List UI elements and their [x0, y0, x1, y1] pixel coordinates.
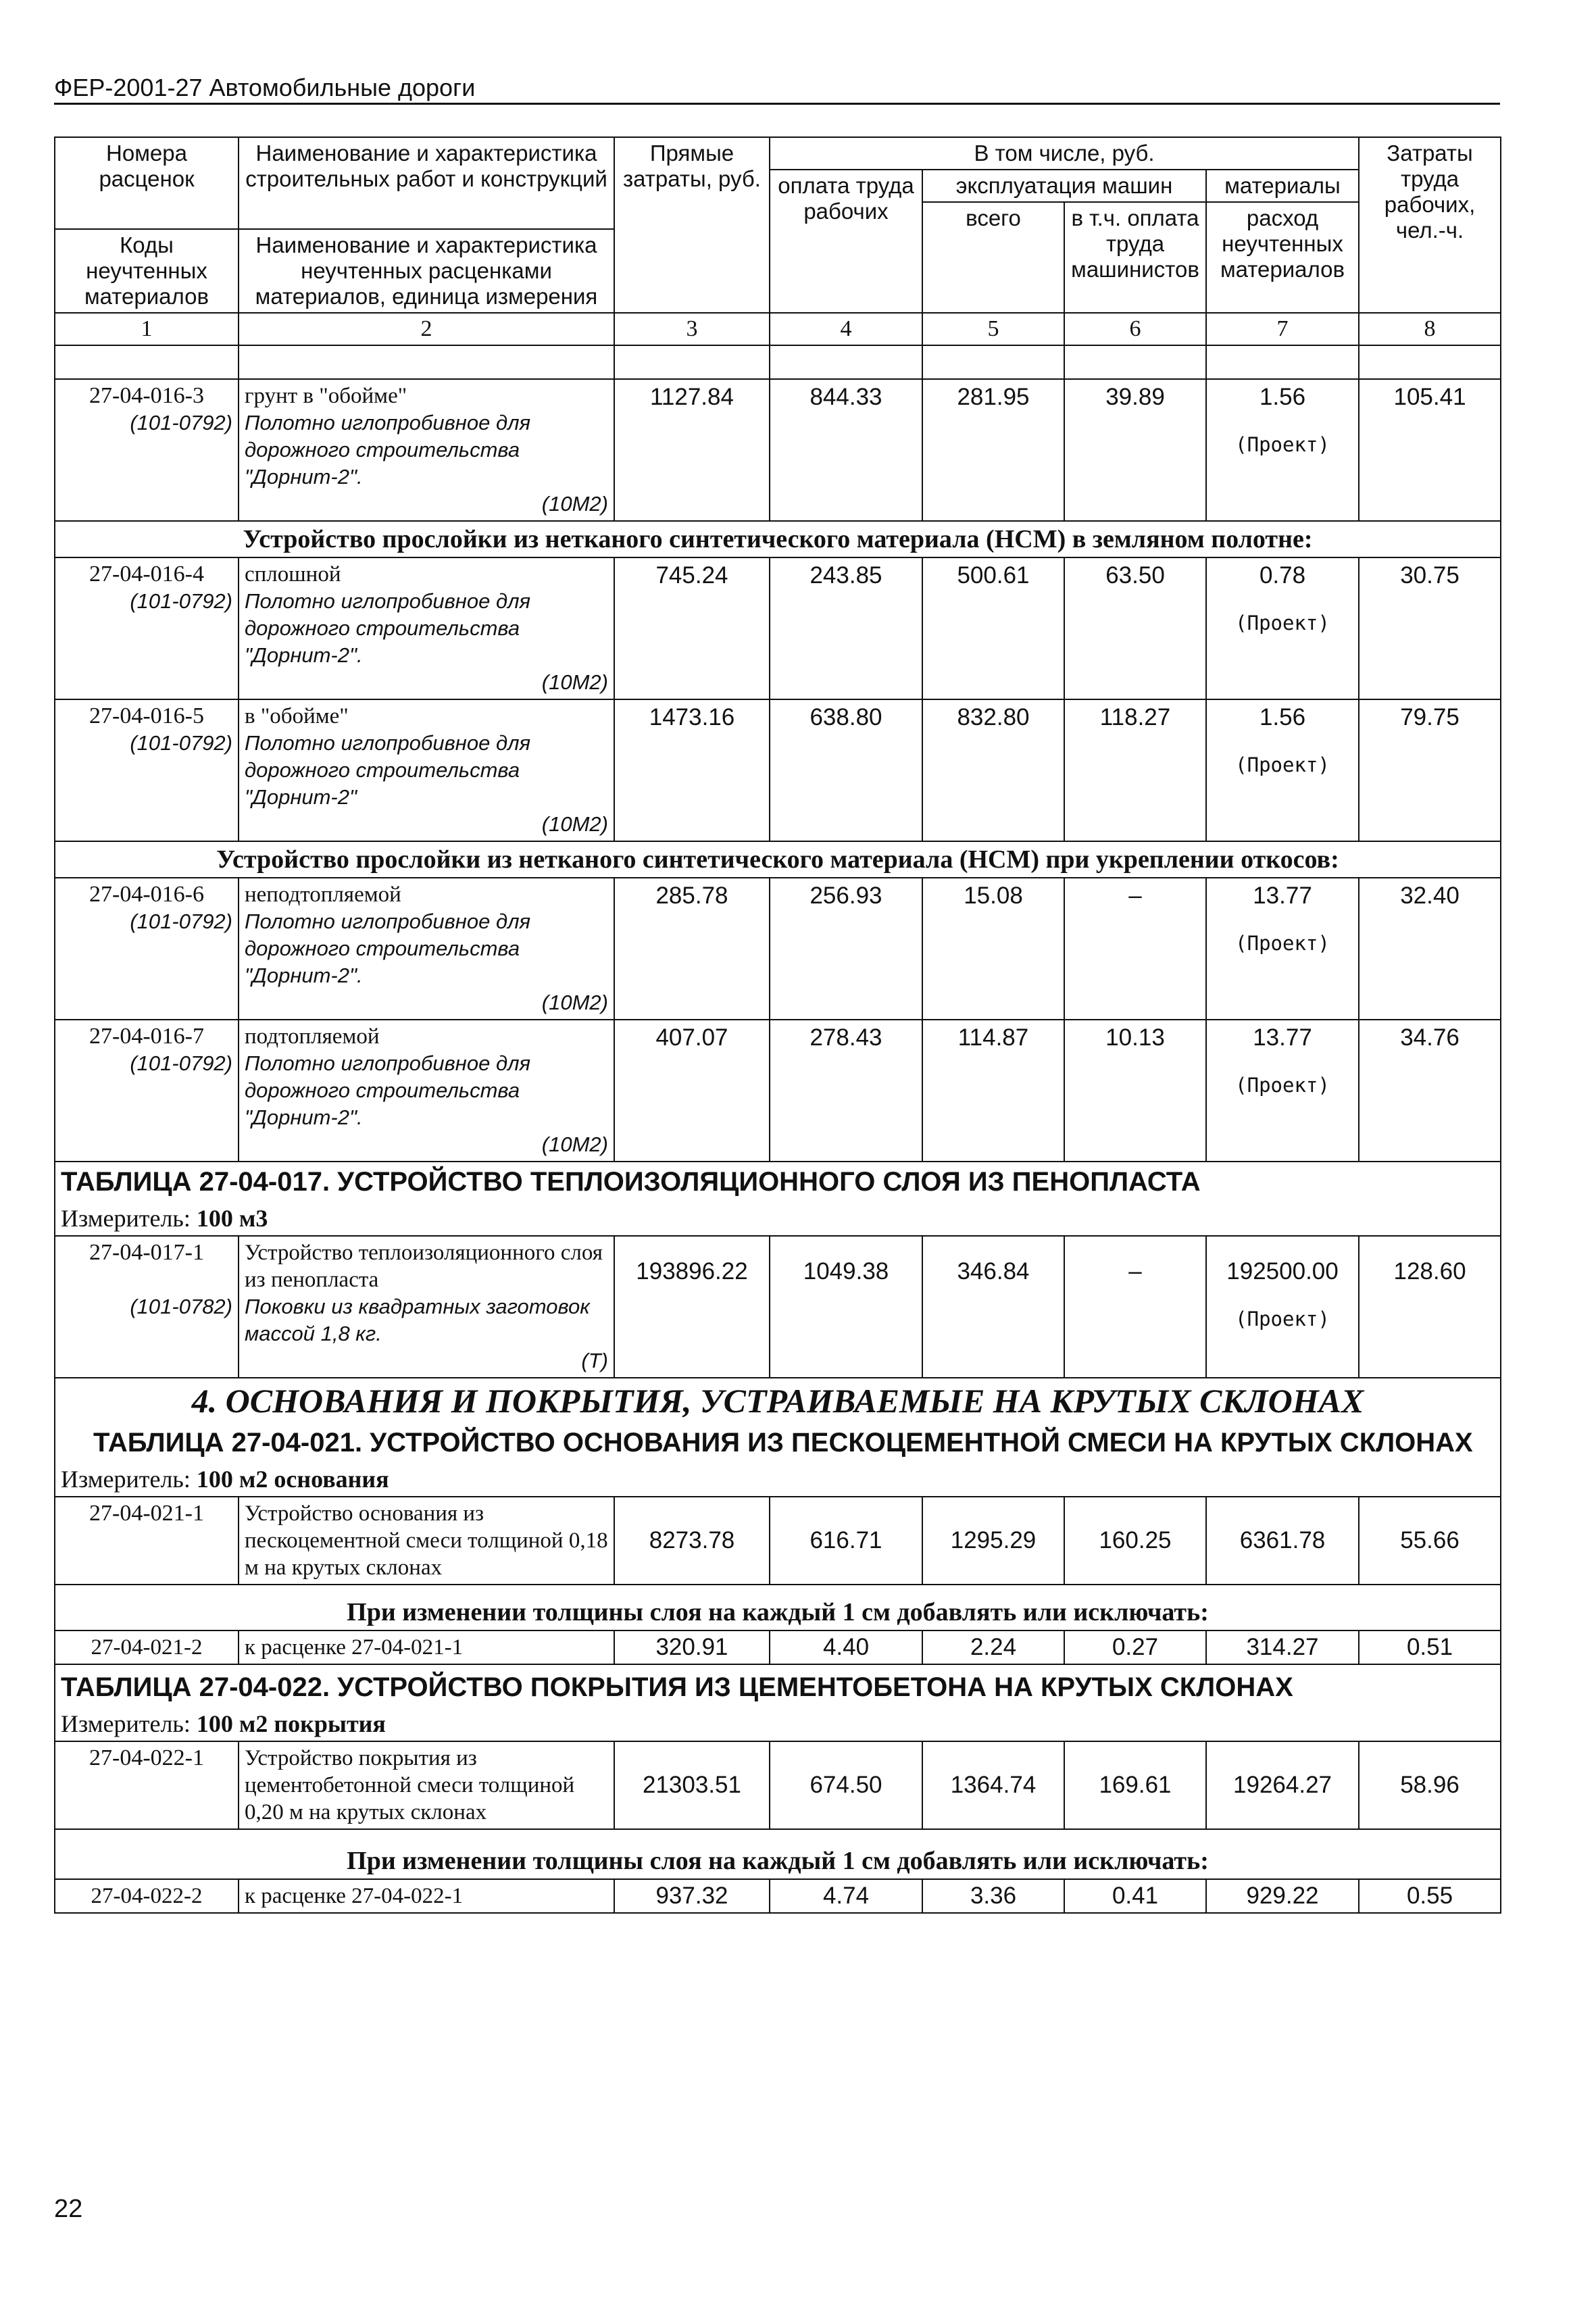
unit: (10М2) — [541, 812, 608, 836]
hdr-labor: Затраты труда рабочих, чел.-ч. — [1359, 137, 1501, 313]
section-heading: При изменении толщины слоя на каждый 1 см добавлять или исключать: — [55, 1585, 1501, 1631]
workers-pay: 616.71 — [770, 1497, 922, 1585]
workers-pay: 674.50 — [770, 1741, 922, 1829]
rate-code: 27-04-016-3 — [89, 383, 204, 408]
machines-total: 281.95 — [922, 379, 1064, 521]
labor-hours: 79.75 — [1359, 699, 1501, 841]
hdr-material-codes: Коды неучтенных материалов — [55, 229, 239, 313]
workers-pay: 256.93 — [770, 878, 922, 1020]
machines-total: 832.80 — [922, 699, 1064, 841]
measure-value: 100 м2 покрытия — [196, 1710, 386, 1737]
labor-hours: 32.40 — [1359, 878, 1501, 1020]
hdr-machinists-pay: в т.ч. оплата труда машинистов — [1064, 202, 1206, 313]
table-row — [55, 1741, 1501, 1829]
table-row — [55, 379, 1501, 521]
section-heading: При изменении толщины слоя на каждый 1 см добавлять или исключать: — [55, 1829, 1501, 1879]
machinists-pay: 10.13 — [1064, 1020, 1206, 1162]
material-code: (101-0792) — [130, 910, 232, 933]
col-num: 5 — [922, 313, 1064, 345]
col-num: 2 — [239, 313, 614, 345]
materials-value: 0.78 — [1259, 562, 1306, 589]
rate-code: 27-04-016-4 — [89, 562, 204, 587]
machines-total: 114.87 — [922, 1020, 1064, 1162]
machines-total: 15.08 — [922, 878, 1064, 1020]
work-name: к расценке 27-04-021-1 — [239, 1631, 614, 1664]
section-heading: Устройство прослойки из нетканого синтетического материала (НСМ) при укреплении откосов: — [55, 841, 1501, 878]
rates-table — [54, 136, 1501, 1914]
direct-costs: 8273.78 — [614, 1497, 770, 1585]
col-num: 3 — [614, 313, 770, 345]
col-num: 4 — [770, 313, 922, 345]
labor-hours: 128.60 — [1359, 1236, 1501, 1378]
work-name: Устройство теплоизоляционного слоя из пенопласта — [245, 1241, 603, 1292]
direct-costs: 193896.22 — [614, 1236, 770, 1378]
rate-code: 27-04-021-2 — [55, 1631, 239, 1664]
rate-code: 27-04-016-7 — [89, 1024, 204, 1049]
rate-code: 27-04-016-6 — [89, 882, 204, 907]
machines-total: 346.84 — [922, 1236, 1064, 1378]
project-mark: (Проект) — [1235, 932, 1330, 955]
measure-label: Измеритель: — [61, 1466, 191, 1493]
machines-total: 3.36 — [922, 1879, 1064, 1913]
workers-pay: 844.33 — [770, 379, 922, 521]
workers-pay: 4.40 — [770, 1631, 922, 1664]
machinists-pay: 39.89 — [1064, 379, 1206, 521]
hdr-machines: эксплуатация машин — [922, 170, 1206, 202]
table-row — [55, 878, 1501, 1020]
hdr-including: В том числе, руб. — [770, 137, 1359, 170]
rate-code: 27-04-017-1 — [89, 1240, 204, 1265]
work-name: неподтопляемой — [245, 882, 401, 907]
table-row — [55, 699, 1501, 841]
machinists-pay: – — [1064, 878, 1206, 1020]
materials-value: 314.27 — [1206, 1631, 1359, 1664]
hdr-unaccounted-materials: расход неучтенных материалов — [1206, 202, 1359, 313]
labor-hours: 34.76 — [1359, 1020, 1501, 1162]
table-row — [55, 1497, 1501, 1585]
material-name: Полотно иглопробивное для дорожного строительства "Дорнит-2". — [245, 910, 531, 987]
machines-total: 500.61 — [922, 557, 1064, 699]
direct-costs: 1473.16 — [614, 699, 770, 841]
page-header: ФЕР-2001-27 Автомобильные дороги — [54, 73, 1500, 105]
hdr-direct-costs: Прямые затраты, руб. — [614, 137, 770, 313]
material-name: Полотно иглопробивное для дорожного строительства "Дорнит-2". — [245, 1051, 531, 1129]
work-name: Устройство основания из пескоцементной смеси толщиной 0,18 м на крутых склонах — [239, 1497, 614, 1585]
hdr-work-name: Наименование и характеристика строительных работ и конструкций — [239, 137, 614, 229]
unit: (10М2) — [541, 670, 608, 694]
hdr-workers-pay: оплата труда рабочих — [770, 170, 922, 313]
material-code: (101-0792) — [130, 589, 232, 613]
table-row — [55, 557, 1501, 699]
table-title: ТАБЛИЦА 27-04-021. УСТРОЙСТВО ОСНОВАНИЯ ИЗ ПЕСКОЦЕМЕНТНОЙ СМЕСИ НА КРУТЫХ СКЛОНАХ — [55, 1423, 1501, 1462]
project-mark: (Проект) — [1235, 1308, 1330, 1330]
labor-hours: 105.41 — [1359, 379, 1501, 521]
table-row — [55, 1631, 1501, 1664]
work-name: сплошной — [245, 562, 341, 587]
hdr-codes: Номера расценок — [55, 137, 239, 229]
col-num: 1 — [55, 313, 239, 345]
material-code: (101-0792) — [130, 411, 232, 434]
table-title: ТАБЛИЦА 27-04-017. УСТРОЙСТВО ТЕПЛОИЗОЛЯЦИОННОГО СЛОЯ ИЗ ПЕНОПЛАСТА — [55, 1162, 1501, 1201]
labor-hours: 55.66 — [1359, 1497, 1501, 1585]
project-mark: (Проект) — [1235, 753, 1330, 776]
machinists-pay: 63.50 — [1064, 557, 1206, 699]
machinists-pay: 169.61 — [1064, 1741, 1206, 1829]
workers-pay: 4.74 — [770, 1879, 922, 1913]
materials-value: 19264.27 — [1206, 1741, 1359, 1829]
machinists-pay: – — [1064, 1236, 1206, 1378]
machinists-pay: 160.25 — [1064, 1497, 1206, 1585]
measure-label: Измеритель: — [61, 1710, 191, 1737]
unit: (Т) — [581, 1349, 608, 1372]
labor-hours: 0.55 — [1359, 1879, 1501, 1913]
hdr-materials: материалы — [1206, 170, 1359, 202]
col-num: 6 — [1064, 313, 1206, 345]
table-row — [55, 1020, 1501, 1162]
material-name: Полотно иглопробивное для дорожного строительства "Дорнит-2". — [245, 589, 531, 667]
hdr-material-name: Наименование и характеристика неучтенных расценками материалов, единица измерения — [239, 229, 614, 313]
work-name: к расценке 27-04-022-1 — [239, 1879, 614, 1913]
project-mark: (Проект) — [1235, 433, 1330, 456]
materials-value: 13.77 — [1253, 882, 1312, 909]
direct-costs: 745.24 — [614, 557, 770, 699]
material-name: Полотно иглопробивное для дорожного строительства "Дорнит-2". — [245, 411, 531, 489]
materials-value: 192500.00 — [1226, 1258, 1339, 1285]
direct-costs: 285.78 — [614, 878, 770, 1020]
machines-total: 2.24 — [922, 1631, 1064, 1664]
col-num: 8 — [1359, 313, 1501, 345]
rate-code: 27-04-021-1 — [55, 1497, 239, 1585]
table-row — [55, 1236, 1501, 1378]
work-name: грунт в "обойме" — [245, 384, 407, 408]
workers-pay: 638.80 — [770, 699, 922, 841]
measure-value: 100 м2 основания — [196, 1466, 389, 1493]
project-mark: (Проект) — [1235, 612, 1330, 634]
unit: (10М2) — [541, 991, 608, 1014]
hdr-machines-total: всего — [922, 202, 1064, 313]
chapter-heading: 4. ОСНОВАНИЯ И ПОКРЫТИЯ, УСТРАИВАЕМЫЕ НА КРУТЫХ СКЛОНАХ — [55, 1378, 1501, 1423]
materials-value: 1.56 — [1259, 704, 1306, 730]
labor-hours: 0.51 — [1359, 1631, 1501, 1664]
machines-total: 1295.29 — [922, 1497, 1064, 1585]
machines-total: 1364.74 — [922, 1741, 1064, 1829]
rate-code: 27-04-016-5 — [89, 703, 204, 728]
direct-costs: 937.32 — [614, 1879, 770, 1913]
direct-costs: 407.07 — [614, 1020, 770, 1162]
materials-value: 929.22 — [1206, 1879, 1359, 1913]
labor-hours: 30.75 — [1359, 557, 1501, 699]
material-code: (101-0782) — [130, 1295, 232, 1318]
workers-pay: 1049.38 — [770, 1236, 922, 1378]
rate-code: 27-04-022-1 — [55, 1741, 239, 1829]
machinists-pay: 0.41 — [1064, 1879, 1206, 1913]
col-num: 7 — [1206, 313, 1359, 345]
measure-value: 100 м3 — [196, 1205, 268, 1232]
materials-value: 6361.78 — [1206, 1497, 1359, 1585]
materials-value: 1.56 — [1259, 384, 1306, 410]
material-code: (101-0792) — [130, 731, 232, 755]
project-mark: (Проект) — [1235, 1074, 1330, 1097]
work-name: Устройство покрытия из цементобетонной смеси толщиной 0,20 м на крутых склонах — [239, 1741, 614, 1829]
materials-value: 13.77 — [1253, 1024, 1312, 1051]
unit: (10М2) — [541, 1132, 608, 1156]
machinists-pay: 0.27 — [1064, 1631, 1206, 1664]
workers-pay: 278.43 — [770, 1020, 922, 1162]
page-number: 22 — [54, 2195, 83, 2223]
direct-costs: 320.91 — [614, 1631, 770, 1664]
section-heading: Устройство прослойки из нетканого синтетического материала (НСМ) в земляном полотне: — [55, 521, 1501, 557]
work-name: в "обойме" — [245, 704, 349, 728]
rate-code: 27-04-022-2 — [55, 1879, 239, 1913]
labor-hours: 58.96 — [1359, 1741, 1501, 1829]
measure-label: Измеритель: — [61, 1205, 191, 1232]
material-name: Поковки из квадратных заготовок массой 1,8 кг. — [245, 1295, 590, 1345]
machinists-pay: 118.27 — [1064, 699, 1206, 841]
direct-costs: 1127.84 — [614, 379, 770, 521]
material-name: Полотно иглопробивное для дорожного строительства "Дорнит-2" — [245, 731, 531, 809]
direct-costs: 21303.51 — [614, 1741, 770, 1829]
unit: (10М2) — [541, 492, 608, 516]
work-name: подтопляемой — [245, 1024, 380, 1049]
table-row — [55, 1879, 1501, 1913]
material-code: (101-0792) — [130, 1051, 232, 1075]
table-title: ТАБЛИЦА 27-04-022. УСТРОЙСТВО ПОКРЫТИЯ ИЗ ЦЕМЕНТОБЕТОНА НА КРУТЫХ СКЛОНАХ — [55, 1664, 1501, 1707]
workers-pay: 243.85 — [770, 557, 922, 699]
